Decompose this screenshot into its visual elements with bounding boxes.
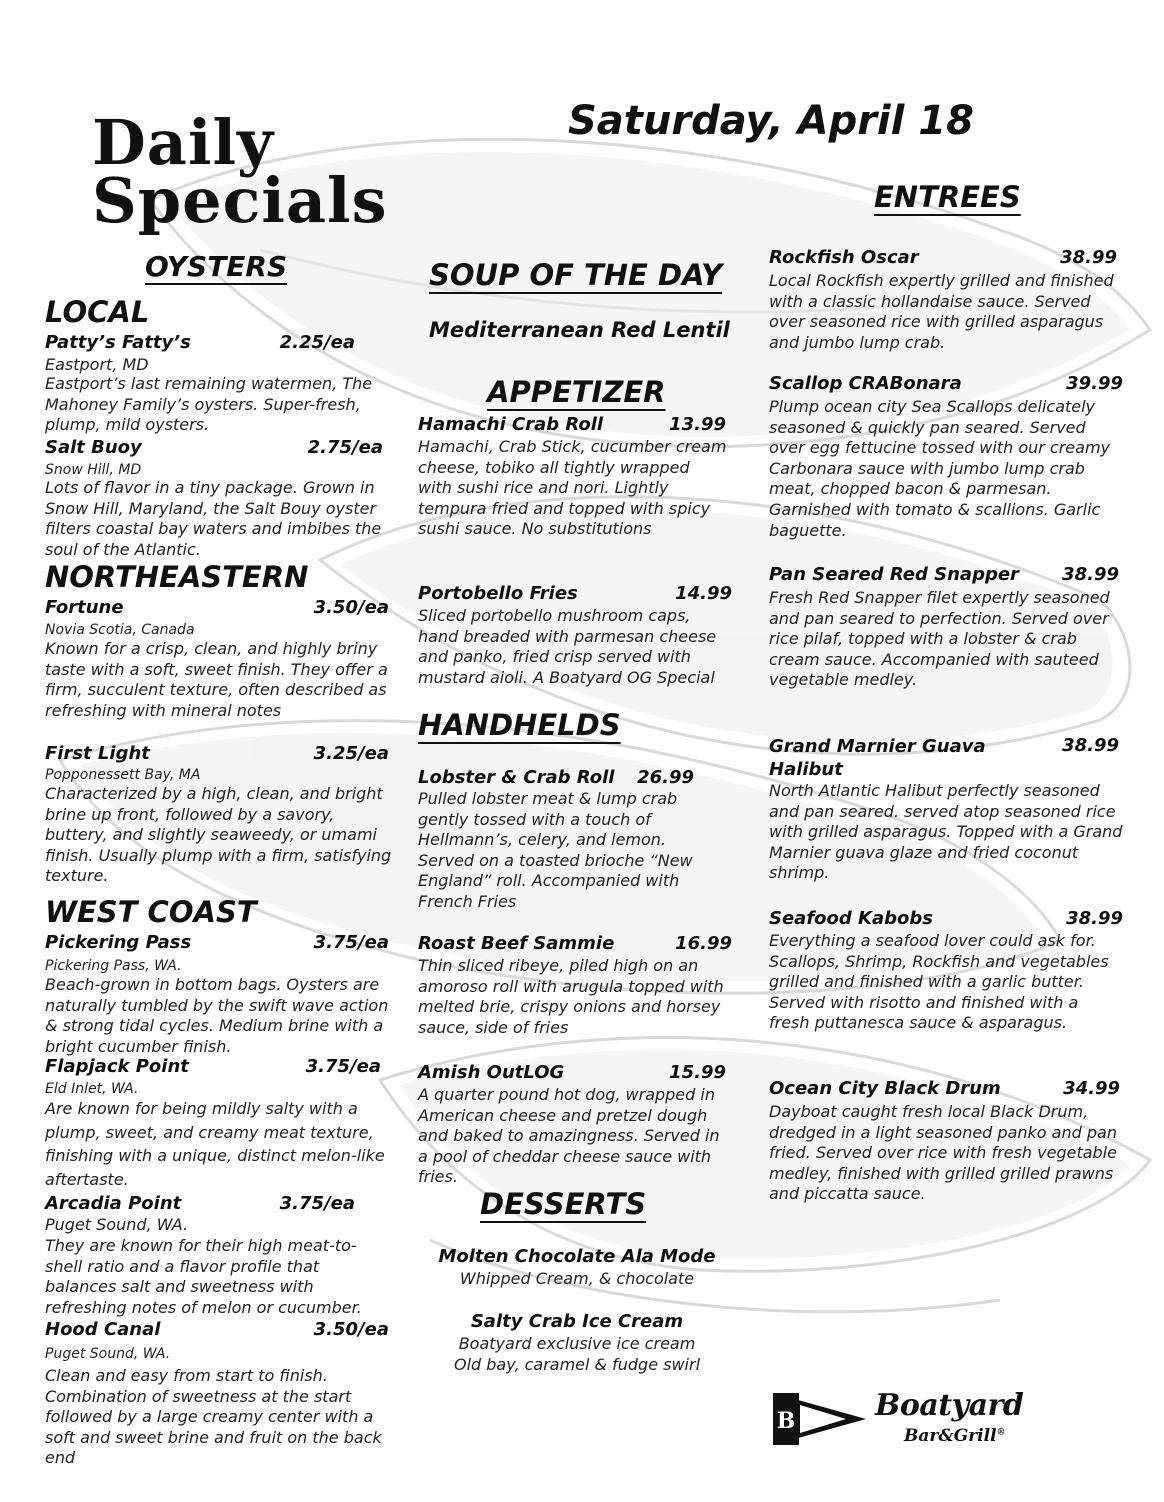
entree-item [769,908,1123,929]
item-price: 3.50/ea [313,597,389,618]
item-price: 3.50/ea [313,1319,389,1340]
appetizer-item [418,414,726,435]
item-name: Grand Marnier Guava Halibut [769,736,986,780]
item-description: Whipped Cream, & chocolate [459,1269,695,1288]
item-name: Lobster & Crab Roll [418,767,615,788]
item-price: 3.75/ea [313,932,389,953]
item-description: Everything a seafood lover could ask for. Scallops, Shrimp, Rockfish and vegetables grilled and finished with a garlic butter. Served with risotto and finished with a fresh puttanesca sauce & asparagus. [769,931,1109,1033]
item-name: Hamachi Crab Roll [418,414,604,435]
oyster-item [45,932,389,953]
item-price: 2.25/ea [279,332,355,353]
item-description: Are known for being mildly salty with a plump, sweet, and creamy meat texture, finishing with a unique, distinct melon-like aftertaste. [45,1099,385,1189]
item-name: First Light [45,743,150,764]
item-name: Hood Canal [45,1319,161,1340]
item-name: Rockfish Oscar [769,247,919,268]
handheld-item [418,933,732,954]
item-name: Amish OutLOG [418,1062,565,1083]
item-description: Dayboat caught fresh local Black Drum, dredged in a light seasoned panko and pan fried. Served over rice with fresh vegetable medley, finished with grilled grilled prawns and piccatta sauce. [769,1102,1117,1204]
item-name: Pickering Pass [45,932,192,953]
item-price: 14.99 [675,583,732,604]
registered-mark: ® [996,1427,1006,1438]
item-description-line-2: Old bay, caramel & fudge swirl [453,1355,701,1374]
item-name: Seafood Kabobs [769,908,933,929]
item-description: Hamachi, Crab Stick, cucumber cream cheese, tobiko all tightly wrapped with sushi rice and nori. Lightly tempura fried and topped with spicy sushi sauce. No substitutions [418,437,727,539]
handhelds-heading: HANDHELDS [418,708,621,742]
item-description: Boatyard exclusive ice cream [458,1334,696,1353]
entree-item [769,247,1117,268]
item-description: Local Rockfish expertly grilled and finished with a classic hollandaise sauce. Served over seasoned rice with grilled asparagus and jumbo lump crab. [769,271,1114,352]
entree-item [769,373,1123,394]
oyster-item [45,437,383,458]
item-price: 15.99 [669,1062,726,1083]
soup-heading: SOUP OF THE DAY [429,258,723,292]
item-description: Sliced portobello mushroom caps, hand breaded with parmesan cheese and panko, fried crisp served with mustard aioli. A Boatyard OG Special [418,606,717,687]
item-description: Clean and easy from start to finish. Combination of sweetness at the start followed by a large creamy center with a soft and sweet brine and fruit on the back end [45,1366,382,1468]
item-price: 39.99 [1066,373,1123,394]
item-origin: Novia Scotia, Canada [45,622,195,638]
oyster-item [45,1319,389,1340]
handheld-item [418,1062,726,1083]
west-coast-heading: WEST COAST [45,895,257,929]
item-price: 26.99 [637,767,694,788]
oyster-item [45,1056,381,1077]
item-name: Roast Beef Sammie [418,933,615,954]
entree-item [769,735,1119,781]
title-line-1: Daily [92,106,275,179]
pennant-flag-icon [770,1390,870,1448]
entree-item [769,564,1119,585]
entree-item [769,1078,1120,1099]
local-heading: LOCAL [45,295,150,329]
item-description: Thin sliced ribeye, piled high on an amoroso roll with arugula topped with melted brie, crispy onions and horsey sauce, side of fries [418,956,724,1037]
item-description: Pulled lobster meat & lump crab gently tossed with a touch of Hellmann’s, celery, and lemon. Served on a toasted brioche “New England” roll. Accompanied with French Fries [418,789,693,911]
item-name: Pan Seared Red Snapper [769,564,1019,585]
item-origin: Popponessett Bay, MA [45,767,201,783]
item-price: 34.99 [1063,1078,1120,1099]
item-name: Salt Buoy [45,437,142,458]
item-description: A quarter pound hot dog, wrapped in American cheese and pretzel dough and baked to amazingness. Served in a pool of cheddar cheese sauce with fries. [418,1085,720,1187]
item-origin: Pickering Pass, WA. [45,958,182,974]
northeastern-heading: NORTHEASTERN [45,560,309,594]
item-name: Arcadia Point [45,1193,182,1214]
item-origin: Snow Hill, MD [45,462,142,478]
item-price: 3.75/ea [305,1056,381,1077]
appetizer-item [418,583,732,604]
item-name: Portobello Fries [418,583,578,604]
logo-word-bar-grill: Bar&Grill® [904,1426,1006,1446]
item-price: 3.25/ea [313,743,389,764]
soup-name: Mediterranean Red Lentil [429,318,730,342]
item-origin: Puget Sound, WA. [45,1346,171,1362]
oyster-item [45,743,389,764]
item-price: 38.99 [1060,247,1117,268]
item-description: Beach-grown in bottom bags. Oysters are naturally tumbled by the swift wave action & strong tidal cycles. Medium brine with a bright cucumber finish. [45,975,389,1056]
item-price: 13.99 [669,414,726,435]
item-price: 38.99 [1062,564,1119,585]
item-name: Patty’s Fatty’s [45,332,191,353]
date-heading: Saturday, April 18 [568,98,974,144]
item-price: 38.99 [1066,908,1123,929]
oyster-item [45,597,389,618]
item-description: Plump ocean city Sea Scallops delicately seasoned & quickly pan seared. Served over egg fettucine tossed with our creamy Carbonara sauce with jumbo lump crab meat, chopped bacon & parmesan. Garnished with tomato & scallions. Garlic baguette. [769,397,1111,540]
item-description: Characterized by a high, clean, and bright brine up front, followed by a savory, buttery, and slightly seaweedy, or umami finish. Usually plump with a firm, satisfying texture. [45,784,392,886]
item-name: Salty Crab Ice Cream [470,1311,684,1332]
entrees-heading: ENTREES [874,180,1021,214]
item-name: Flapjack Point [45,1056,189,1077]
item-price: 3.75/ea [279,1193,355,1214]
item-price: 16.99 [675,933,732,954]
dessert-item [418,1246,736,1289]
item-origin: Puget Sound, WA. [45,1215,189,1234]
oyster-item [45,332,355,353]
item-name: Ocean City Black Drum [769,1078,1001,1099]
item-description: They are known for their high meat-to-shell ratio and a flavor profile that balances salt and sweetness with refreshing notes of melon or cucumber. [45,1236,362,1317]
item-description: Fresh Red Snapper filet expertly seasoned and pan seared to perfection. Served over rice pilaf, topped with a lobster & crab cream sauce. Accompanied with sauteed vegetable medley. [769,588,1110,690]
boatyard-logo [770,1388,1070,1450]
title-line-2: Specials [92,164,388,237]
item-origin: Eld Inlet, WA. [45,1081,139,1097]
appetizer-heading: APPETIZER [487,375,666,409]
item-name: Molten Chocolate Ala Mode [438,1246,716,1267]
item-price: 2.75/ea [307,437,383,458]
dessert-item [418,1311,736,1375]
item-name: Scallop CRABonara [769,373,962,394]
oyster-item [45,1193,355,1214]
item-name: Fortune [45,597,124,618]
handheld-item [418,767,694,788]
item-price: 38.99 [1062,735,1119,756]
logo-word-boatyard: Boatyard [875,1388,1024,1423]
item-description: North Atlantic Halibut perfectly seasoned and pan seared. served atop seasoned rice with grilled asparagus. Topped with a Grand Marnier guava glaze and fried coconut shrimp. [769,781,1123,883]
item-description: Known for a crisp, clean, and highly briny taste with a soft, sweet finish. They offer a firm, succulent texture, often described as refreshing with mineral notes [45,639,388,720]
flag-letter: B [776,1408,796,1434]
item-description: Lots of flavor in a tiny package. Grown in Snow Hill, Maryland, the Salt Bouy oyster filters coastal bay waters and imbibes the soul of the Atlantic. [45,478,382,559]
item-description: Eastport’s last remaining watermen, The Mahoney Family’s oysters. Super-fresh, plump, mild oysters. [45,374,373,435]
item-origin: Eastport, MD [45,355,149,374]
oysters-heading: OYSTERS [145,250,288,283]
desserts-heading: DESSERTS [480,1187,647,1221]
